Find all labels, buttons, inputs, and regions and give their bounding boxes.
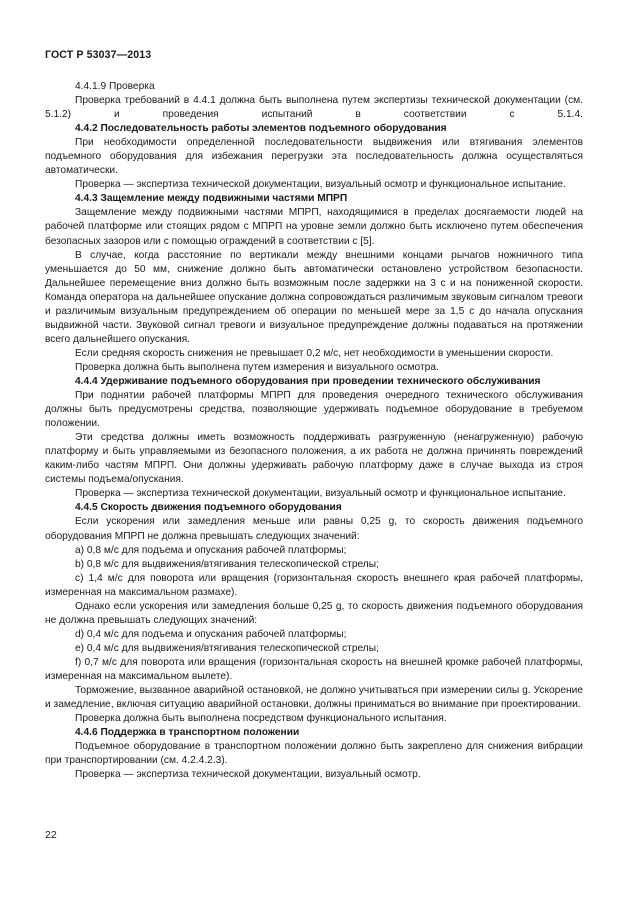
list-item: f) 0,7 м/с для поворота или вращения (горизонтальная скорость на внешней кромке рабочей платформы, измеренная на максимальном вылете). [45, 656, 583, 682]
list-item: d) 0,4 м/с для подъема и опускания рабочей платформы; [75, 628, 347, 640]
paragraph: Защемление между подвижными частями МПРП, находящимися в пределах досягаемости людей на рабочей платформе или стоящих рядом с МПРП на уровне земли должно быть исключено путем обеспечения безопасных зазоров или с помощью ограждений в соответствии с [5]. [45, 207, 583, 247]
list-item: b) 0,8 м/с для выдвижения/втягивания телескопической стрелы; [75, 558, 379, 570]
paragraph: Торможение, вызванное аварийной остановкой, не должно учитываться при измерении силы g. Ускорение и замедление, включая ситуацию аварийной остановки, должны приниматься во внимание при проектировании. [45, 685, 583, 711]
section-heading: 4.4.5 Скорость движения подъемного оборудования [75, 502, 342, 514]
paragraph: При необходимости определенной последовательности выдвижения или втягивания элементов подъемного оборудования для избежания перегрузки эта последовательность должна осуществляться автоматически. [45, 137, 583, 177]
paragraph: Эти средства должны иметь возможность поддерживать разгруженную (ненагруженную) рабочую платформу и быть управляемыми из безопасного положения, а их работа не должна причинять повреждений каким-либо частям МПРП. Они должны удерживать рабочую платформу даже в случае выхода из строя системы подъема/опускания. [45, 432, 583, 486]
paragraph: Однако если ускорения или замедления больше 0,25 g, то скорость движения подъемного оборудования не должна превышать следующих значений: [45, 600, 583, 626]
document-body [45, 80, 583, 782]
paragraph: Проверка должна быть выполнена путем измерения и визуального осмотра. [75, 361, 439, 373]
document-header: ГОСТ Р 53037—2013 [45, 49, 152, 61]
paragraph: Если ускорения или замедления меньше или равны 0,25 g, то скорость движения подъемного оборудования МПРП не должна превышать следующих значений: [45, 516, 583, 542]
list-item: e) 0,4 м/с для выдвижения/втягивания телескопической стрелы; [75, 642, 379, 654]
paragraph: Проверка — экспертиза технической документации, визуальный осмотр. [75, 769, 421, 781]
paragraph: При поднятии рабочей платформы МПРП для проведения очередного технического обслуживания должны быть предусмотрены средства, позволяющие удерживать подъемное оборудование в требуемом положении. [45, 390, 583, 430]
paragraph: Подъемное оборудование в транспортном положении должно быть закреплено для снижения вибрации при транспортировании (см. 4.2.4.2.3). [45, 741, 583, 767]
paragraph: В случае, когда расстояние по вертикали между внешними концами рычагов ножничного типа уменьшается до 50 мм, снижение должно быть автоматически остановлено устройством безопасности. Дальнейшее перемещение вниз должно быть возможным после задержки на 3 с и на пониженной скорости. Команда оператора на дальнейшее опускание должна сопровождаться различимым звуковым сигналом тревоги и различимым визуальным предупреждением об операции по меньшей мере за 1,5 с до начала опускания выдвижной части. Звуковой сигнал тревоги и визуальное предупреждение должны подаваться на протяжении всего дальнейшего опускания. [45, 249, 583, 345]
section-heading: 4.4.6 Поддержка в транспортном положении [75, 727, 300, 739]
paragraph: Проверка — экспертиза технической документации, визуальный осмотр и функциональное испытание. [75, 179, 566, 191]
page-number: 22 [45, 829, 57, 841]
list-item: a) 0,8 м/с для подъема и опускания рабочей платформы; [75, 544, 347, 556]
paragraph: Проверка требований в 4.4.1 должна быть выполнена путем экспертизы технической документации (см. 5.1.2) и проведения испытаний в соответствии с 5.1.4. [45, 95, 583, 121]
section-heading: 4.4.2 Последовательность работы элементов подъемного оборудования [75, 123, 447, 135]
paragraph: Если средняя скорость снижения не превышает 0,2 м/с, нет необходимости в уменьшении скорости. [75, 347, 554, 359]
list-item: c) 1,4 м/с для поворота или вращения (горизонтальная скорость внешнего края рабочей платформы, измеренная на максимальном размахе). [45, 572, 583, 598]
paragraph: Проверка должна быть выполнена посредством функционального испытания. [75, 713, 447, 725]
section-heading: 4.4.4 Удерживание подъемного оборудования при проведении технического обслуживания [75, 375, 541, 387]
clause-heading: 4.4.1.9 Проверка [75, 81, 155, 92]
paragraph: Проверка — экспертиза технической документации, визуальный осмотр и функциональное испытание. [75, 488, 566, 500]
section-heading: 4.4.3 Защемление между подвижными частями МПРП [75, 193, 348, 205]
